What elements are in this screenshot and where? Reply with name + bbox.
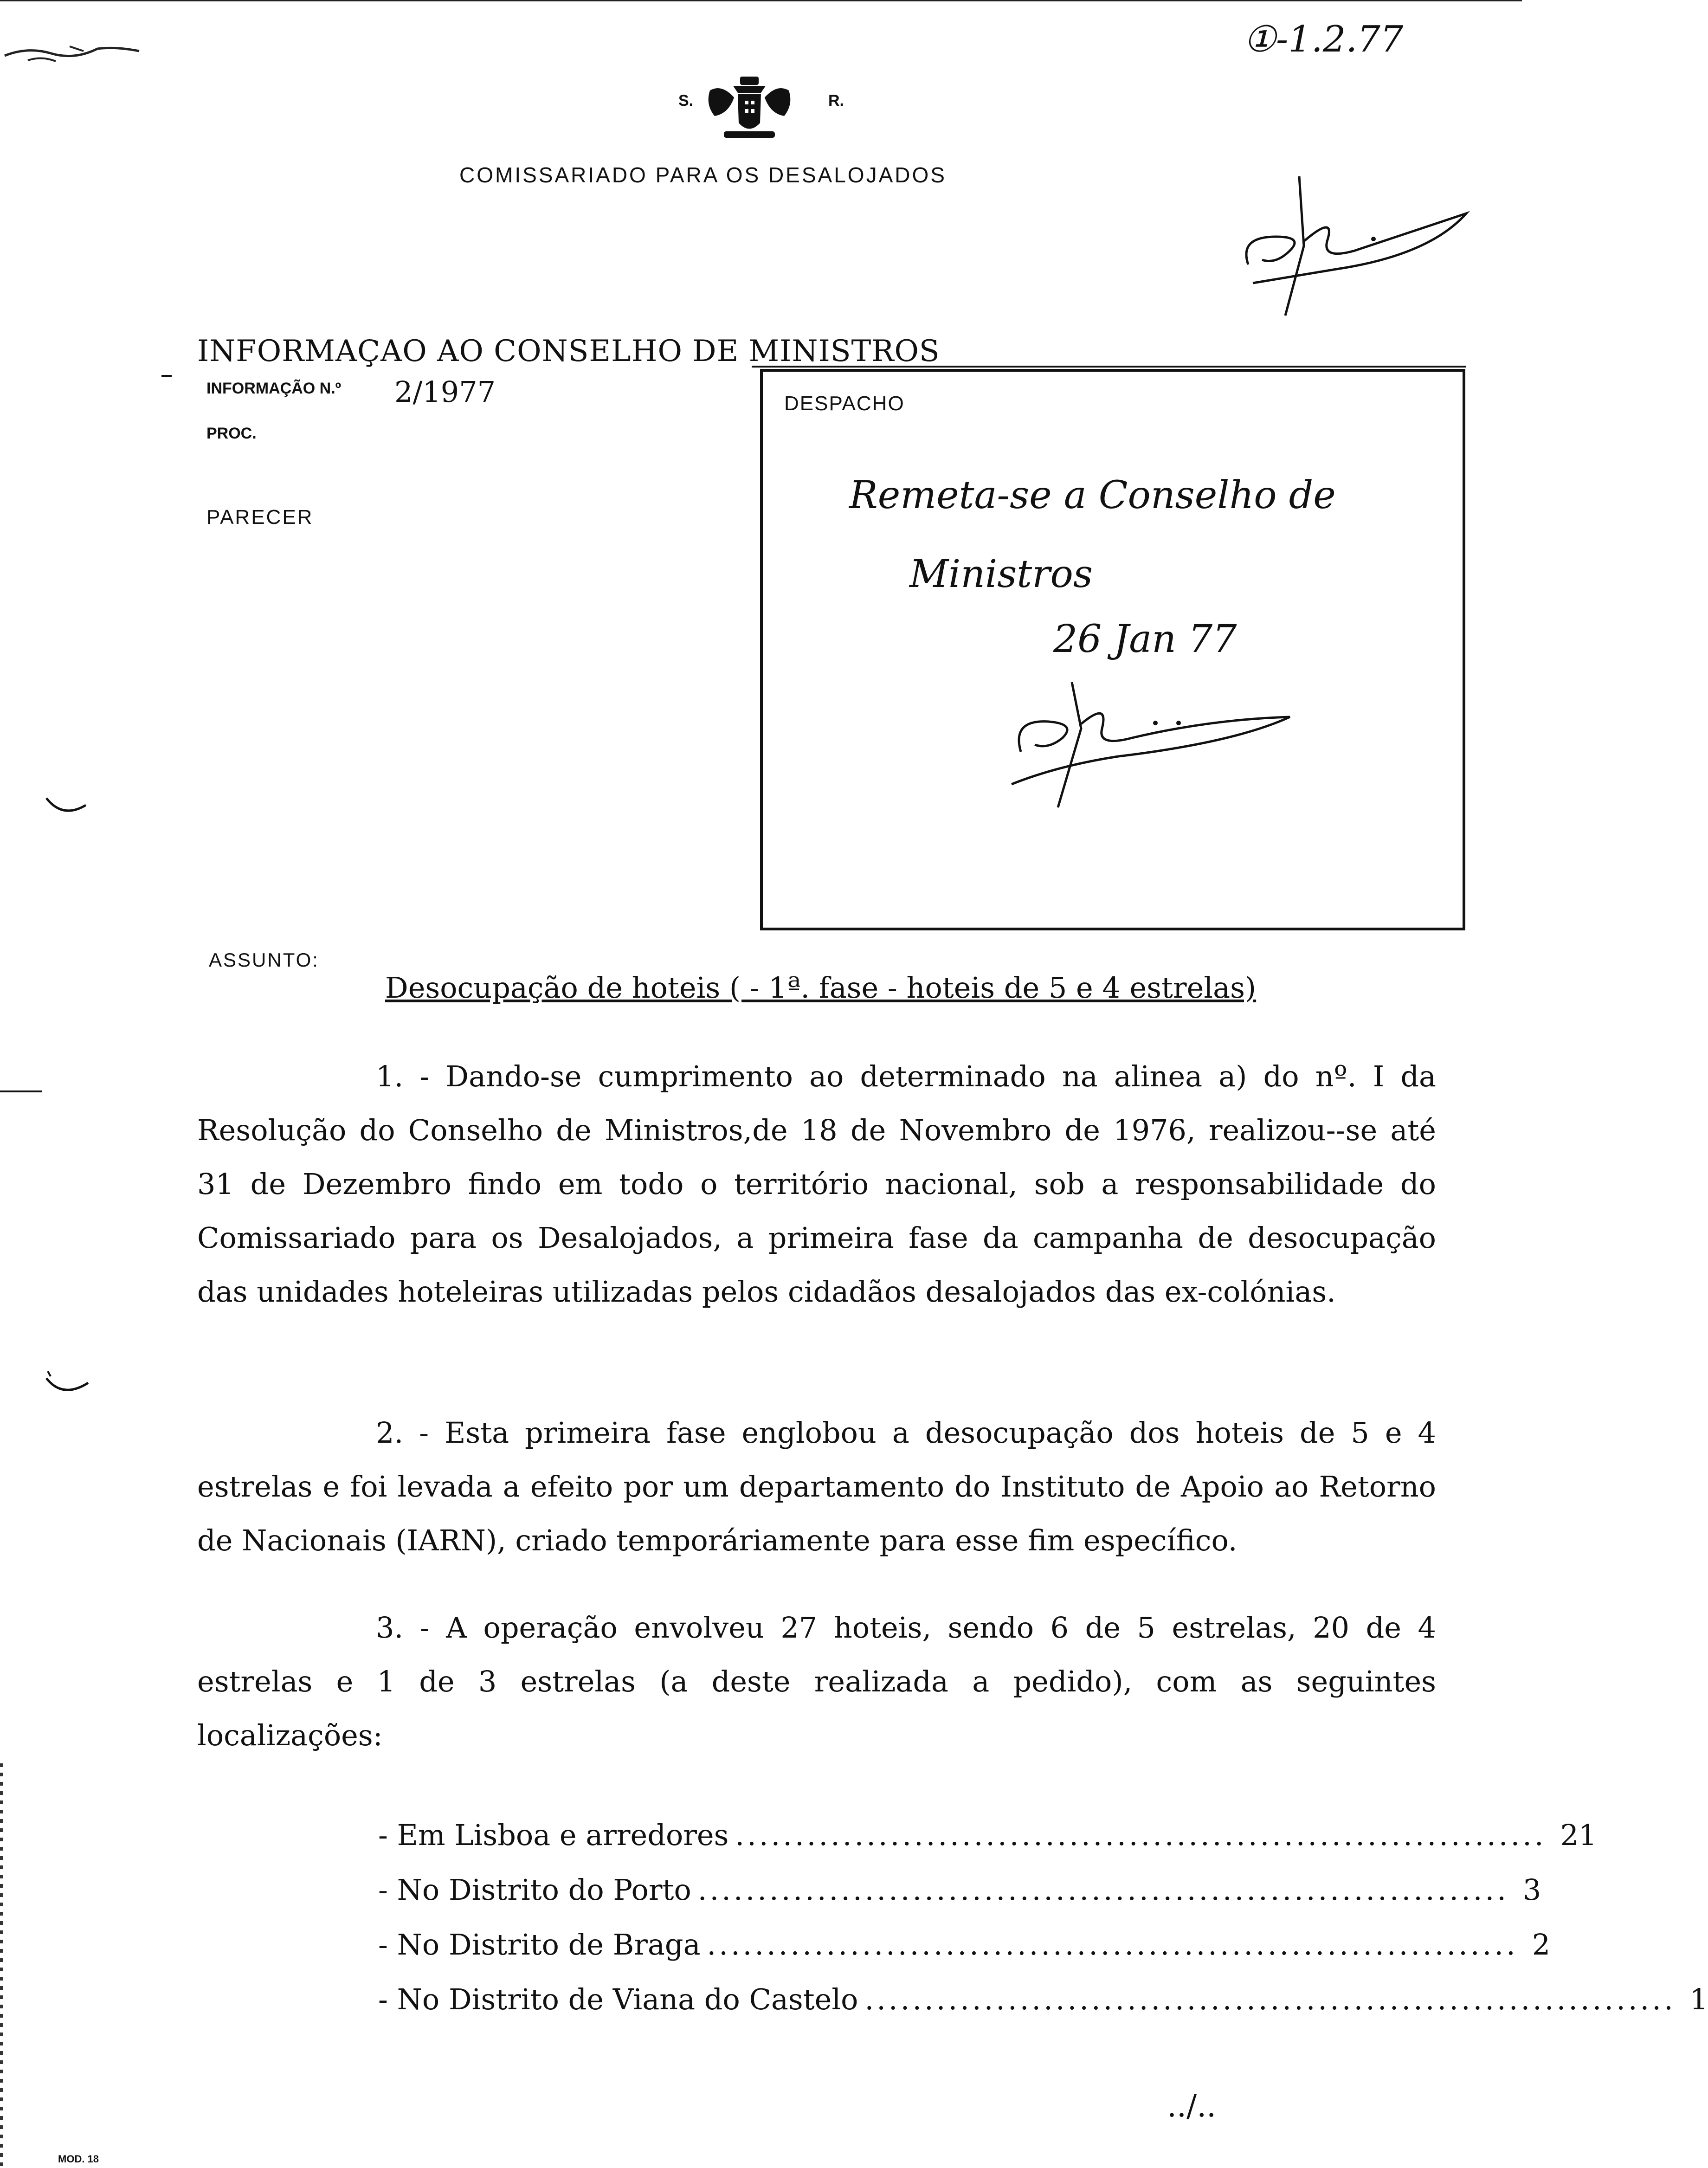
reference-handwritten: ①-1.2.77 (1244, 19, 1404, 60)
location-count: 3 (1522, 1873, 1541, 1907)
leader-dots: .................................................................... (735, 1818, 1547, 1852)
proc-label: PROC. (206, 425, 257, 442)
continuation-mark: ../.. (1167, 2088, 1217, 2124)
form-title-rule (752, 366, 1466, 368)
leader-dots: .................................................................... (697, 1873, 1509, 1907)
model-label: MOD. 18 (58, 2153, 99, 2165)
margin-mark-icon (44, 1369, 90, 1401)
sr-left: S. (678, 92, 694, 110)
organization-name: COMISSARIADO PARA OS DESALOJADOS (459, 163, 947, 187)
location-label: - No Distrito de Braga (378, 1928, 701, 1962)
list-item (378, 1873, 1541, 1928)
location-count: 21 (1560, 1818, 1597, 1852)
form-title: INFORMAÇAO AO CONSELHO DE MINISTROS (197, 334, 940, 368)
paragraph-1: 1. - Dando-se cumprimento ao determinado na alinea a) do nº. I da Resolução do Conselho de Ministros,de 18 de Novembro de 1976, realizou--se até 31 de Dezembro findo em todo o território nacional, sob a responsabilidade do Comissariado para os Desalojados, a primeira fase da campanha de desocupação das unidades hoteleiras utilizadas pelos cidadãos desalojados das ex-colónias. (197, 1059, 1436, 1309)
signature-top-right-icon (1234, 172, 1476, 320)
margin-mark-icon (44, 794, 90, 821)
coat-of-arms-icon (696, 72, 803, 146)
info-number-label: INFORMAÇÃO N.º (206, 380, 342, 397)
location-label: - No Distrito do Porto (378, 1873, 691, 1907)
location-list (378, 1818, 1708, 2037)
location-count: 1 (1689, 1982, 1708, 2016)
despacho-handwritten-date: 26 Jan 77 (1053, 617, 1237, 661)
list-item (378, 1928, 1551, 1982)
left-edge-mark (0, 1763, 3, 2168)
margin-scribble-icon (0, 28, 148, 70)
margin-tick (0, 1090, 42, 1092)
despacho-handwritten-line-1: Remeta-se a Conselho de (849, 473, 1336, 517)
leader-dots: .................................................................... (864, 1982, 1676, 2016)
location-label: - Em Lisboa e arredores (378, 1818, 729, 1852)
location-count: 2 (1532, 1928, 1551, 1962)
signature-despacho-icon (1002, 673, 1299, 812)
location-label: - No Distrito de Viana do Castelo (378, 1982, 858, 2016)
margin-dash (161, 375, 172, 377)
list-item (378, 1818, 1597, 1873)
despacho-label: DESPACHO (784, 392, 905, 415)
paragraph-2: 2. - Esta primeira fase englobou a desocupação dos hoteis de 5 e 4 estrelas e foi levada a efeito por um departamento do Instituto de Apoio ao Retorno de Nacionais (IARN), criado temporáriamente para esse fim específico. (197, 1416, 1436, 1557)
top-border (0, 0, 1522, 1)
assunto-text: Desocupação de hoteis ( - 1ª. fase - hoteis de 5 e 4 estrelas) (385, 971, 1257, 1005)
leader-dots: .................................................................... (707, 1928, 1518, 1962)
despacho-handwritten-line-2: Ministros (909, 552, 1093, 596)
parecer-label: PARECER (206, 506, 314, 529)
info-number: 2/1977 (394, 375, 496, 409)
assunto-label: ASSUNTO: (209, 949, 319, 971)
paragraph-3: 3. - A operação envolveu 27 hoteis, sendo 6 de 5 estrelas, 20 de 4 estrelas e 1 de 3 estrelas (a deste realizada a pedido), com as seguintes localizações: (197, 1611, 1436, 1752)
sr-right: R. (828, 92, 844, 110)
list-item (378, 1982, 1708, 2037)
